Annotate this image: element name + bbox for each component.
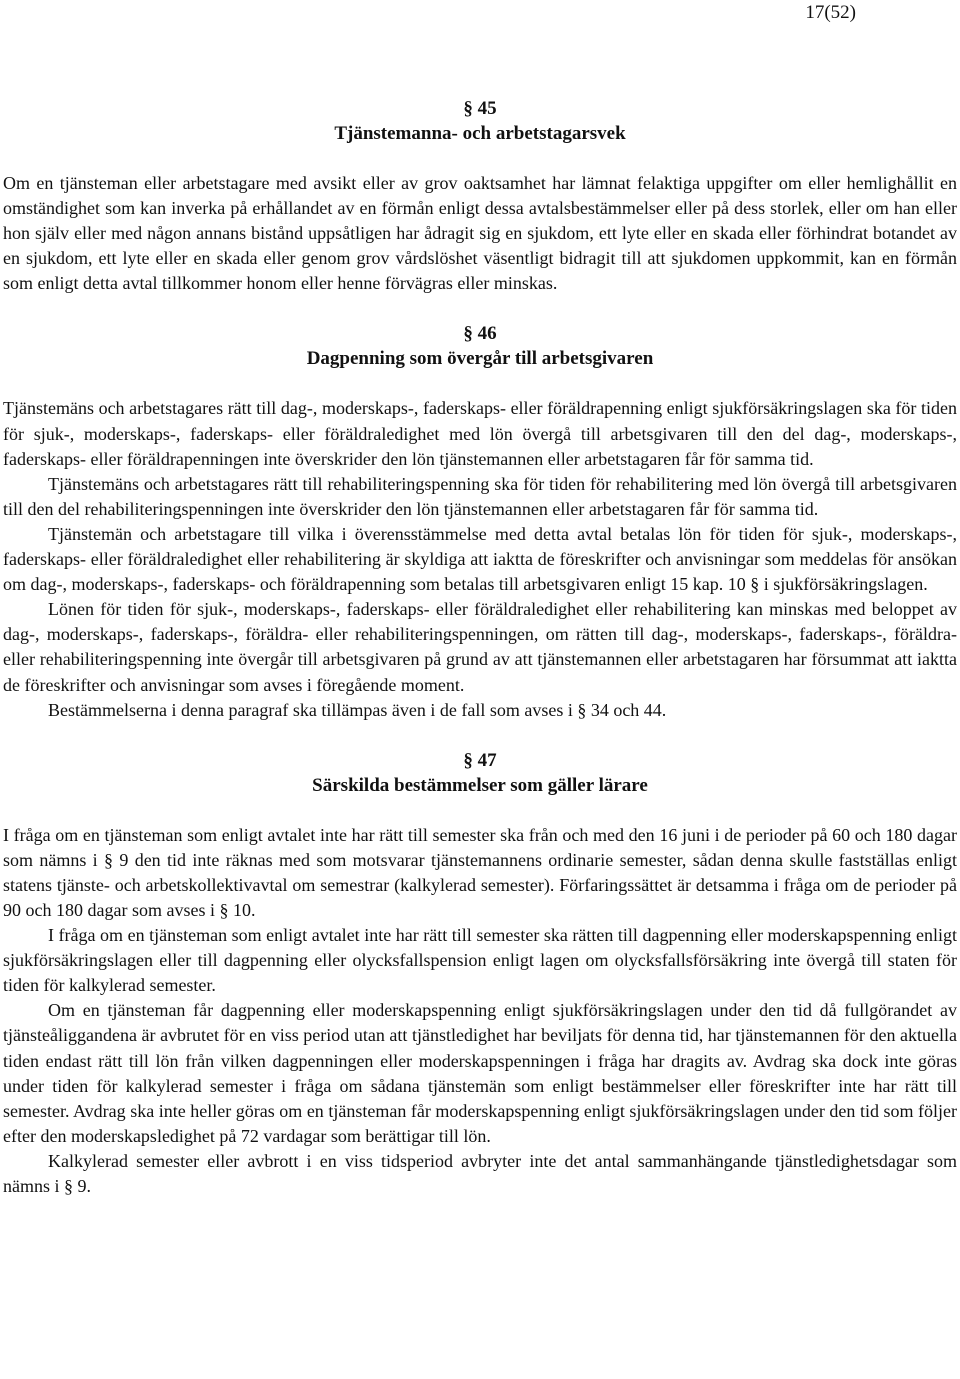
paragraph: Om en tjänsteman eller arbetstagare med avsikt eller av grov oaktsamhet har lämnat felaktiga uppgifter om eller hemlighållit en omständighet som kan inverka på erhållandet av en förmån enligt dessa avtalsbestämmelser eller på dess storlek, eller om han eller hon själv eller med någon annans bistånd uppsåtligen har ådragit sig en sjukdom, ett lyte eller en skada eller förhindrat botandet av en sjukdom, ett lyte eller en skada eller genom grov vårdslöshet väsentligt bidragit till att sjukdomen uppkommit, kan en förmån som enligt detta avtal tillkommer honom eller henne förvägras eller minskas. [3, 173, 957, 294]
paragraph: Tjänstemän och arbetstagare till vilka i överensstämmelse med detta avtal betalas lön för tiden för sjuk-, moderskaps-, faderskaps- eller föräldraledighet eller rehabilitering är skyldiga att iaktta de föreskrifter och anvisningar som meddelas för ansökan om dag-, moderskaps-, faderskaps- och föräldrapenning som betalas till arbetsgivaren enligt 15 kap. 10 § i sjukförsäkringslagen. [3, 523, 957, 595]
section-title: Dagpenning som övergår till arbetsgivaren [306, 348, 654, 370]
section-number: § 45 [463, 98, 497, 119]
paragraph: Kalkylerad semester eller avbrott i en viss tidsperiod avbryter inte det antal sammanhängande tjänstledighetsdagar som nämns i § 9. [3, 1150, 957, 1196]
section-number: § 46 [463, 323, 497, 345]
paragraph: Om en tjänsteman får dagpenning eller moderskapspenning enligt sjukförsäkringslagen under den tid då fullgörandet av tjänsteåliggandena är avbrutet för en viss period utan att tjänstledighet har beviljats för denna tid, har tjänstemannen för den aktuella tiden endast rätt till lön från vilken dagpenningen eller moderskapspenningen i fråga har dragits av. Avdrag ska dock inte göras under tiden för kalkylerad semester i fråga om sådana tjänstemän som enligt bestämmelser eller föreskrifter inte har rätt till semester. Avdrag ska inte heller göras om en tjänsteman får moderskapspenning enligt sjukförsäkringslagen under den tid som följer efter den moderskapsledighet på 72 vardagar som berättigar till lön. [3, 1000, 957, 1146]
page-number: 17(52) [805, 2, 856, 23]
section-heading [3, 96, 957, 146]
paragraph: Lönen för tiden för sjuk-, moderskaps-, faderskaps- eller föräldraledighet eller rehabilitering kan minskas med beloppet av dag-, moderskaps-, faderskaps-, föräldra- eller rehabiliteringspenningen, om rätten till dag-, moderskaps-, faderskaps-, föräldra- eller rehabiliteringspenning inte övergår till arbetsgivaren på grund av att tjänstemannen eller arbetstagaren har försummat att iaktta de föreskrifter och anvisningar som avses i föregående moment. [3, 599, 957, 695]
paragraph: Bestämmelserna i denna paragraf ska tillämpas även i de fall som avses i § 34 och 44. [48, 699, 667, 720]
section-heading [3, 321, 957, 371]
section-title: Tjänstemanna- och arbetstagarsvek [334, 123, 626, 144]
paragraph: Tjänstemäns och arbetstagares rätt till rehabiliteringspenning ska för tiden för rehabilitering med lön övergå till arbetsgivaren till den del rehabiliteringspenningen inte överskrider den lön tjänstemannen eller arbetstagaren får för samma tid. [3, 473, 957, 519]
paragraph: Tjänstemäns och arbetstagares rätt till dag-, moderskaps-, faderskaps- eller föräldrapenning enligt sjukförsäkringslagen ska för tiden för sjuk-, moderskaps-, faderskaps- eller föräldraledighet med lön övergå till arbetsgivaren till den del dag-, moderskaps-, faderskaps- eller föräldrapenningen inte överskrider den lön tjänstemannen eller arbetstagaren får för samma tid. [3, 398, 957, 469]
section-number: § 47 [463, 749, 497, 771]
section-title: Särskilda bestämmelser som gäller lärare [312, 774, 648, 796]
document-body [3, 96, 957, 1199]
section-heading [3, 748, 957, 798]
paragraph: I fråga om en tjänsteman som enligt avtalet inte har rätt till semester ska från och med den 16 juni i de perioder på 60 och 180 dagar som nämns i § 9 den tid inte räknas med som motsvarar tjänstemannens ordinarie semester, sådan denna skulle fastställas enligt statens tjänste- och arbetskollektivavtal om semestrar (kalkylerad semester). Förfaringssättet är detsamma i fråga om de perioder på 90 och 180 dagar som avses i § 10. [3, 824, 957, 920]
paragraph: I fråga om en tjänsteman som enligt avtalet inte har rätt till semester ska rätten till dagpenning eller moderskapspenning enligt sjukförsäkringslagen eller till dagpenning eller olycksfallspension enligt lagen om olycksfallsförsäkring inte övergå till staten för tiden för kalkylerad semester. [3, 925, 957, 996]
